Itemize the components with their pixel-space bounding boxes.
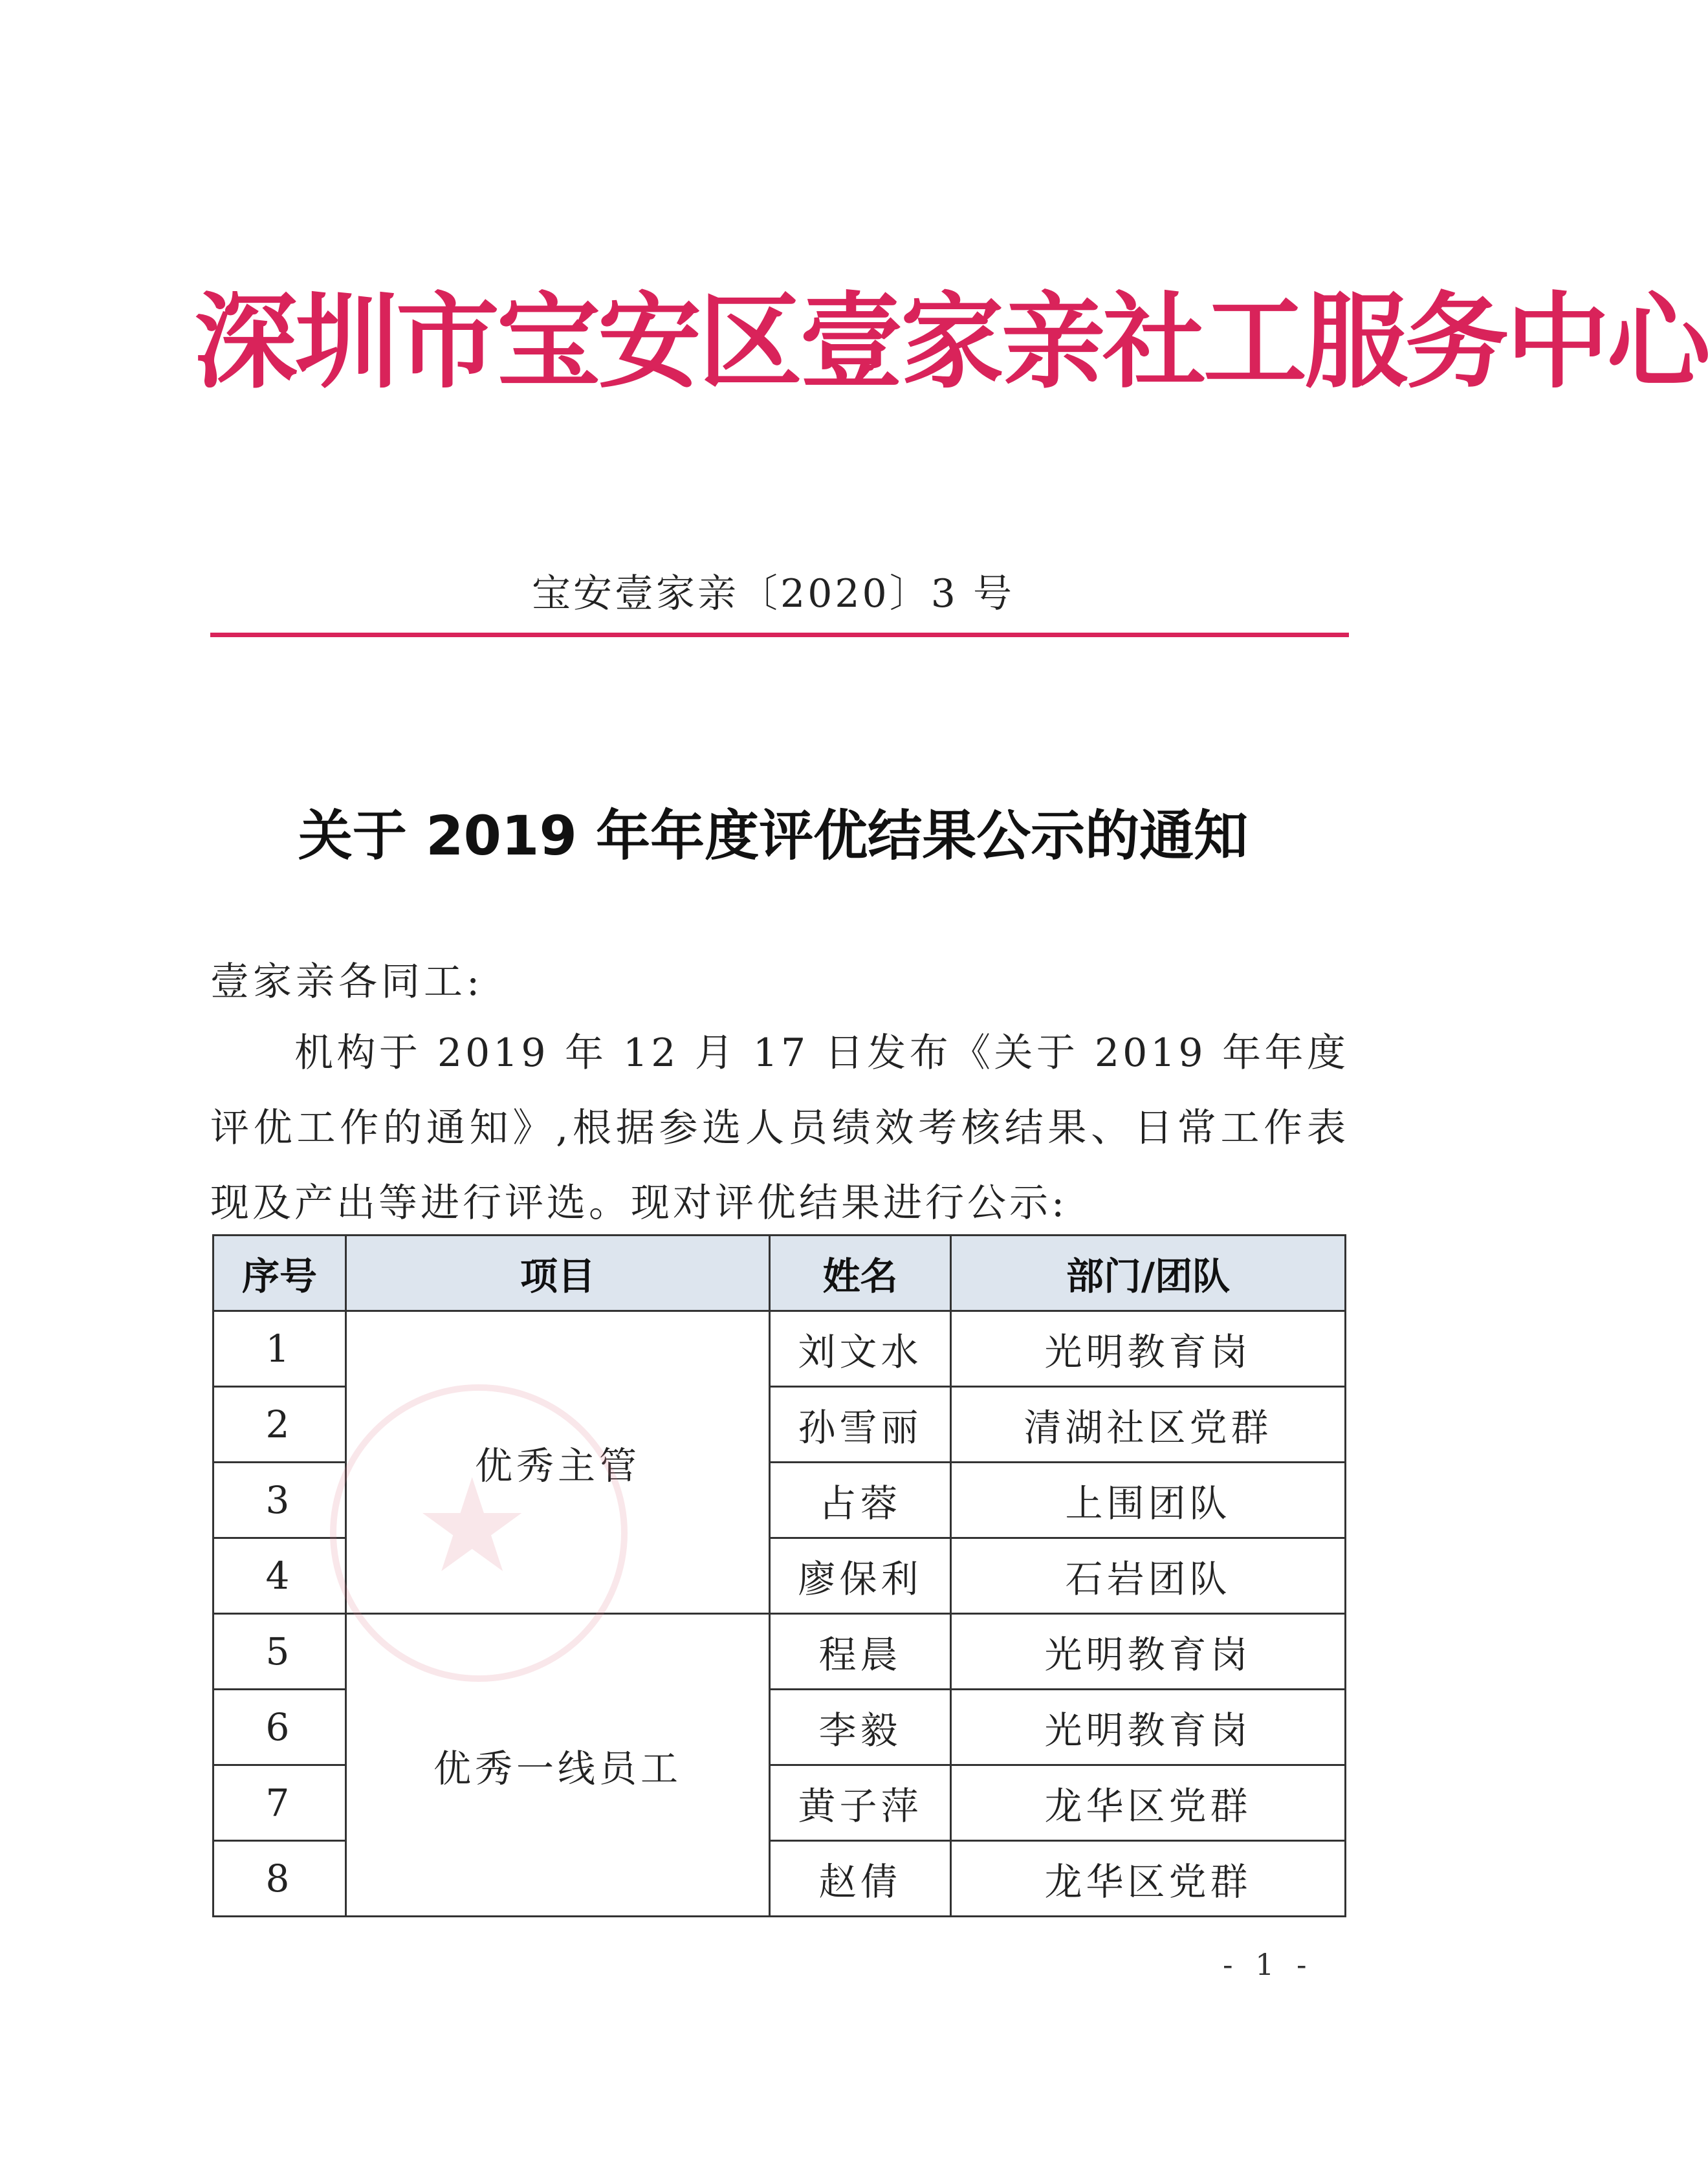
name-cell: 占蓉 [770, 1463, 951, 1538]
name-cell: 刘文水 [770, 1311, 951, 1387]
department-cell: 石岩团队 [951, 1538, 1346, 1614]
name-cell: 程晨 [770, 1614, 951, 1690]
name-cell: 廖保利 [770, 1538, 951, 1614]
department-cell: 光明教育岗 [951, 1690, 1346, 1765]
salutation: 壹家亲各同工: [210, 959, 484, 1005]
serial-number-cell: 6 [214, 1690, 346, 1765]
header-serial-number: 序号 [214, 1236, 346, 1311]
header-name: 姓名 [770, 1236, 951, 1311]
serial-number-cell: 4 [214, 1538, 346, 1614]
department-cell: 清湖社区党群 [951, 1387, 1346, 1463]
serial-number-cell: 8 [214, 1841, 346, 1917]
name-cell: 李毅 [770, 1690, 951, 1765]
department-cell: 光明教育岗 [951, 1311, 1346, 1387]
organization-name-header: 深圳市宝安区壹家亲社工服务中心 [194, 281, 1708, 402]
item-group-cell: 优秀一线员工 [346, 1614, 770, 1917]
name-cell: 赵倩 [770, 1841, 951, 1917]
body-paragraph: 机构于 2019 年 12 月 17 日发布《关于 2019 年年度评优工作的通知》,根据参选人员绩效考核结果、日常工作表现及产出等进行评选。现对评优结果进行公示: [210, 1030, 1349, 1226]
department-cell: 光明教育岗 [951, 1614, 1346, 1690]
department-cell: 龙华区党群 [951, 1765, 1346, 1841]
serial-number-cell: 3 [214, 1463, 346, 1538]
table-header-row [214, 1236, 1346, 1311]
faded-official-seal [330, 1384, 628, 1682]
seal-star-icon: ★ [414, 1451, 531, 1602]
serial-number-cell: 7 [214, 1765, 346, 1841]
document-number: 宝安壹家亲〔2020〕3 号 [532, 571, 1014, 616]
notice-title: 关于 2019 年年度评优结果公示的通知 [298, 804, 1249, 867]
department-cell: 上围团队 [951, 1463, 1346, 1538]
header-item: 项目 [346, 1236, 770, 1311]
department-cell: 龙华区党群 [951, 1841, 1346, 1917]
serial-number-cell: 1 [214, 1311, 346, 1387]
table-row [214, 1311, 1346, 1387]
serial-number-cell: 2 [214, 1387, 346, 1463]
item-group-cell: 优秀主管 [346, 1311, 770, 1614]
name-cell: 孙雪丽 [770, 1387, 951, 1463]
page-number: - 1 - [1223, 1947, 1313, 1982]
serial-number-cell: 5 [214, 1614, 346, 1690]
name-cell: 黄子萍 [770, 1765, 951, 1841]
header-department: 部门/团队 [951, 1236, 1346, 1311]
red-divider-line [210, 633, 1349, 637]
